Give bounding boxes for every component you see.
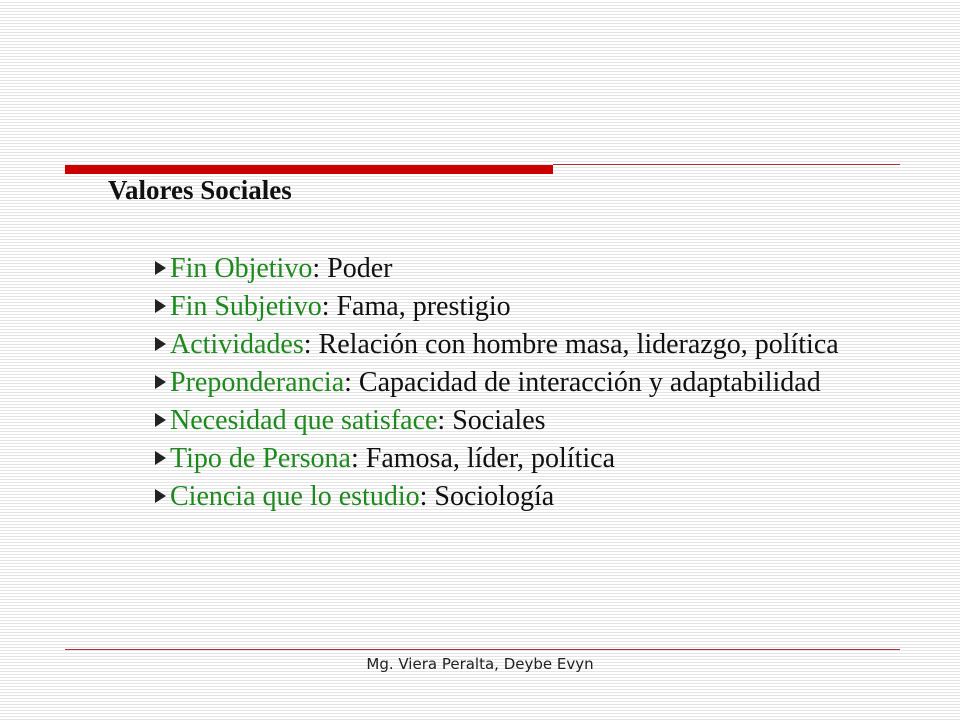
- bullet-term: Preponderancia: [170, 367, 345, 398]
- bullet-item-preponderancia: [155, 364, 869, 402]
- bullet-description: Poder: [320, 253, 393, 284]
- arrow-bullet-icon: [155, 261, 166, 275]
- bullet-item-ciencia: [155, 478, 869, 516]
- bullet-term: Necesidad que satisface: [170, 405, 438, 436]
- bullet-term: Ciencia que lo estudio: [170, 481, 420, 512]
- bullet-separator: :: [437, 405, 446, 436]
- arrow-bullet-icon: [155, 375, 166, 389]
- bullet-separator: :: [350, 443, 359, 474]
- bullet-item-necesidad: [155, 402, 869, 440]
- bullet-item-tipo-persona: [155, 440, 869, 478]
- bullet-description: Sociología: [427, 481, 555, 512]
- bullet-separator: :: [312, 253, 321, 284]
- bullet-description: Fama, prestigio: [329, 291, 511, 322]
- bullet-separator: :: [344, 367, 352, 398]
- bullet-term: Fin Objetivo: [170, 253, 313, 284]
- bullet-description: Famosa, líder, política: [358, 443, 616, 474]
- footer-author: Mg. Viera Peralta, Deybe Evyn: [366, 655, 594, 673]
- bullet-separator: :: [321, 291, 330, 322]
- arrow-bullet-icon: [155, 451, 166, 465]
- bottom-divider-line: [65, 649, 900, 650]
- arrow-bullet-icon: [155, 413, 166, 427]
- bullet-term: Actividades: [170, 329, 304, 360]
- arrow-bullet-icon: [155, 337, 166, 351]
- red-accent-bar: [65, 165, 553, 174]
- bullet-item-fin-subjetivo: [155, 288, 869, 326]
- bullet-item-actividades: [155, 326, 869, 364]
- bullet-item-fin-objetivo: [155, 250, 869, 288]
- slide-heading: Valores Sociales: [108, 175, 292, 205]
- arrow-bullet-icon: [155, 489, 166, 503]
- bullet-description: Sociales: [445, 405, 546, 436]
- arrow-bullet-icon: [155, 299, 166, 313]
- bullet-separator: :: [419, 481, 428, 512]
- bullet-term: Tipo de Persona: [170, 443, 351, 474]
- bullet-description: Relación con hombre masa, liderazgo, política: [311, 329, 839, 360]
- bullet-separator: :: [303, 329, 312, 360]
- bullet-description: Capacidad de interacción y adaptabilidad: [351, 367, 821, 398]
- bullet-list: [155, 250, 869, 516]
- top-divider-line: [553, 164, 900, 165]
- bullet-term: Fin Subjetivo: [170, 291, 322, 322]
